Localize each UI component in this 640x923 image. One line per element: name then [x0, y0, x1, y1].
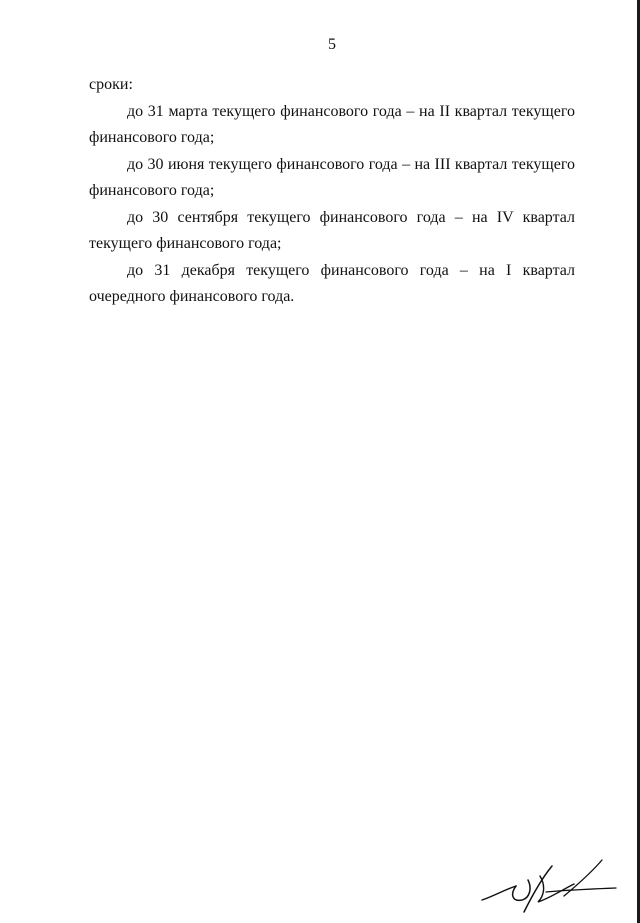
deadline-item-q1-next: до 31 декабря текущего финансового года – на I квартал очередного финансового года. [89, 261, 575, 305]
deadline-item-q4: до 30 сентября текущего финансового года – на IV квартал текущего финансового года; [89, 208, 575, 252]
intro-paragraph: сроки: [89, 76, 133, 93]
deadline-item-q2: до 31 марта текущего финансового года – на II квартал текущего финансового года; [89, 102, 575, 146]
deadline-item-q3: до 30 июня текущего финансового года – на III квартал текущего финансового года; [89, 155, 575, 199]
document-body [89, 72, 575, 311]
page-number: 5 [328, 36, 336, 53]
handwritten-signature [480, 856, 620, 916]
